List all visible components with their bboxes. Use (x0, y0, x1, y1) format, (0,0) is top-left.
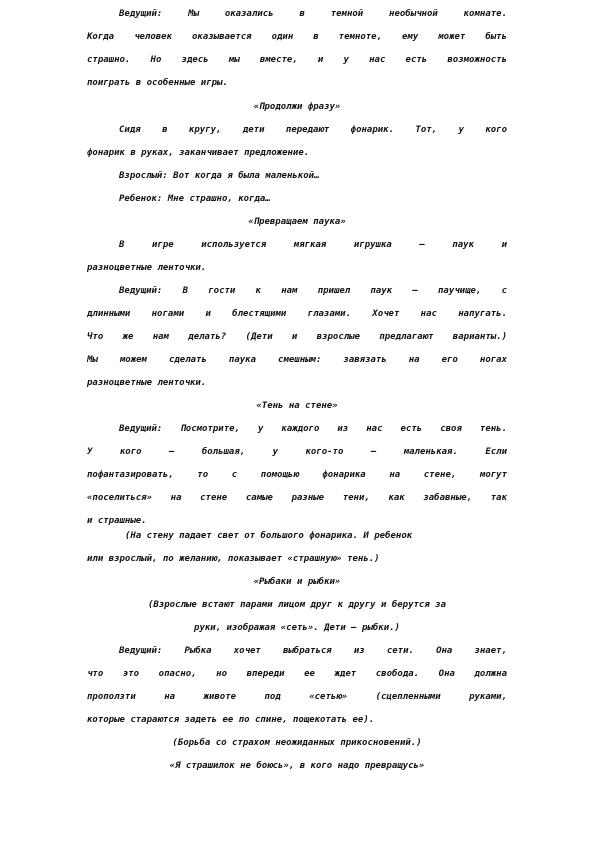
text-line: руки, изображая «сеть». Дети – рыбки.) (194, 623, 400, 633)
text-line: поиграть в особенные игры. (87, 78, 228, 88)
section-heading: «Тень на стене» (256, 401, 338, 411)
text-line: Ведущий: В гости к нам пришел паук – паучище, с (119, 286, 507, 296)
text-line: фонарик в руках, заканчивает предложение. (87, 148, 310, 158)
text-line: Что же нам делать? (Дети и взрослые предлагают варианты.) (87, 332, 507, 342)
text-line: (Взрослые встают парами лицом друг к другу и берутся за (147, 600, 446, 610)
section-heading: «Превращаем паука» (248, 217, 346, 227)
text-line: Когда человек оказывается один в темноте, ему может быть (87, 32, 507, 42)
text-line: длинными ногами и блестящими глазами. Хочет нас напугать. (87, 309, 507, 319)
text-line: Сидя в кругу, дети передают фонарик. Тот, у кого (119, 125, 507, 135)
text-line: которые стараются задеть ее по спине, пощекотать ее). (87, 715, 375, 725)
text-line: разноцветные ленточки. (87, 378, 207, 388)
text-line: и страшные. (87, 516, 147, 526)
text-line: Ведущий: Рыбка хочет выбраться из сети. Она знает, (119, 646, 507, 656)
section-heading: «Продолжи фразу» (253, 102, 341, 112)
text-line: У кого – большая, у кого-то – маленькая. Если (87, 447, 507, 457)
section-heading: «Я страшилок не боюсь», в кого надо превращусь» (169, 761, 425, 771)
text-line: «поселиться» на стене самые разные тени, как забавные, так (87, 493, 507, 503)
text-line: Ребенок: Мне страшно, когда… (119, 194, 271, 204)
text-line: (Борьба со страхом неожиданных прикосновений.) (172, 738, 422, 748)
text-line: или взрослый, по желанию, показывает «страшную» тень.) (87, 554, 380, 564)
text-line: Ведущий: Посмотрите, у каждого из нас есть своя тень. (119, 424, 507, 434)
text-line: пофантазировать, то с помощью фонарика на стене, могут (87, 470, 507, 480)
text-line: проползти на животе под «сетью» (сцепленными руками, (87, 692, 507, 702)
text-line: Мы можем сделать паука смешным: завязать на его ногах (87, 355, 507, 365)
text-line: разноцветные ленточки. (87, 263, 207, 273)
text-line: Взрослый: Вот когда я была маленькой… (119, 171, 320, 181)
text-line: что это опасно, но впереди ее ждет свобода. Она должна (87, 669, 507, 679)
section-heading: «Рыбаки и рыбки» (253, 577, 341, 587)
text-line: (На стену падает свет от большого фонарика. И ребенок (125, 531, 413, 541)
text-line: В игре используется мягкая игрушка – паук и (119, 240, 507, 250)
text-line: страшно. Но здесь мы вместе, и у нас есть возможность (87, 55, 507, 65)
text-line: Ведущий: Мы оказались в темной необычной комнате. (119, 9, 507, 19)
